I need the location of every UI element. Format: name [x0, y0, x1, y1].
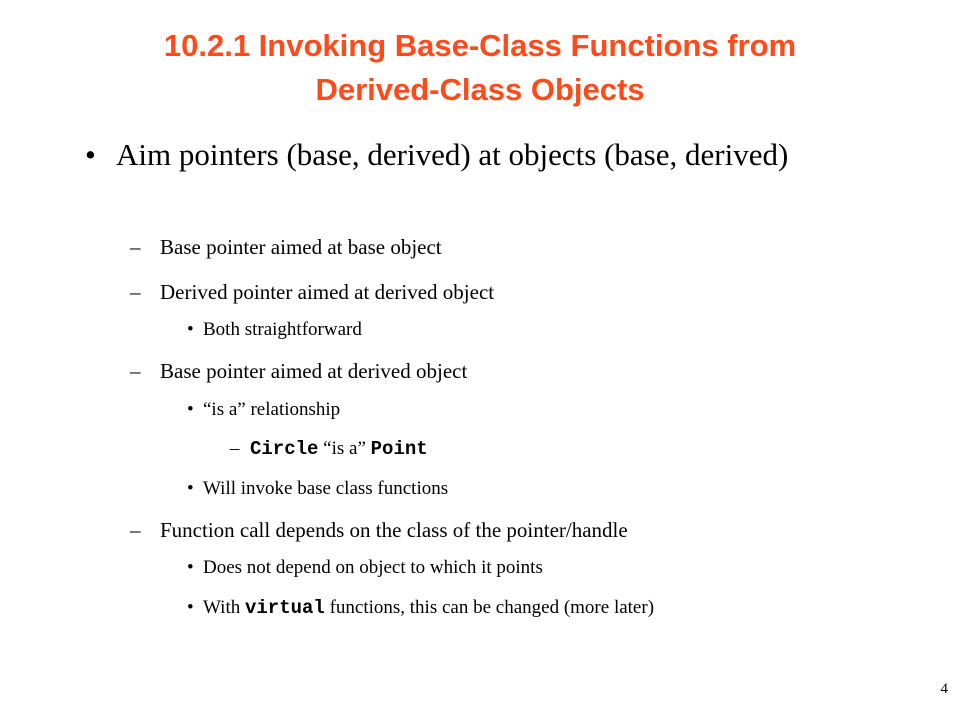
slide-title-line-1: 10.2.1 Invoking Base-Class Functions from — [163, 28, 797, 63]
dot-marker: • — [187, 597, 194, 618]
sub-bullet-text: Base pointer aimed at base object — [160, 235, 442, 259]
sub-bullet-text: Base pointer aimed at derived object — [160, 359, 468, 383]
sub-sub-bullet-text: Does not depend on object to which it points — [203, 557, 543, 578]
sub-bullet-base-to-base — [130, 234, 442, 260]
bullet-main — [85, 134, 805, 176]
dot-marker: • — [187, 478, 194, 499]
code-point: Point — [370, 438, 428, 460]
bullet-marker: • — [85, 137, 96, 172]
sub-bullet-base-to-derived — [130, 358, 467, 384]
dot-marker: • — [187, 319, 194, 340]
dot-marker: • — [187, 399, 194, 420]
sub-sub-bullet-text: “is a” relationship — [203, 399, 341, 420]
is-a-text: “is a” — [318, 438, 371, 459]
sub-sub-bullet-is-a-relationship — [187, 398, 340, 422]
bullet-main-text: Aim pointers (base, derived) at objects (base, derived) — [116, 137, 789, 172]
sub-bullet-text: Function call depends on the class of the pointer/handle — [160, 518, 628, 542]
sub-sub-bullet-virtual-functions — [187, 596, 654, 620]
level4-bullet-circle-is-a-point — [230, 437, 428, 461]
sub-sub-bullet-both-straightforward — [187, 318, 362, 342]
sub-bullet-function-call-depends — [130, 517, 628, 543]
dash-marker: – — [130, 235, 141, 259]
virtual-before-text: With — [203, 597, 245, 618]
slide-title-line-2: Derived-Class Objects — [315, 72, 645, 107]
sub-bullet-text: Derived pointer aimed at derived object — [160, 280, 495, 304]
dash-marker: – — [130, 518, 141, 542]
sub-sub-bullet-text: Both straightforward — [203, 319, 362, 340]
virtual-after-text: functions, this can be changed (more later) — [324, 597, 655, 618]
dash-marker: – — [130, 280, 141, 304]
sub-sub-bullet-text: Will invoke base class functions — [203, 478, 449, 499]
sub-bullet-derived-to-derived — [130, 279, 494, 305]
code-circle: Circle — [250, 438, 319, 460]
dash-marker: – — [130, 359, 141, 383]
dot-marker: • — [187, 557, 194, 578]
sub-sub-bullet-invoke-base-functions — [187, 477, 448, 501]
page-number: 4 — [940, 681, 948, 697]
dash-marker: – — [230, 438, 240, 459]
code-virtual: virtual — [244, 597, 325, 619]
sub-sub-bullet-not-depend-on-object — [187, 556, 543, 580]
